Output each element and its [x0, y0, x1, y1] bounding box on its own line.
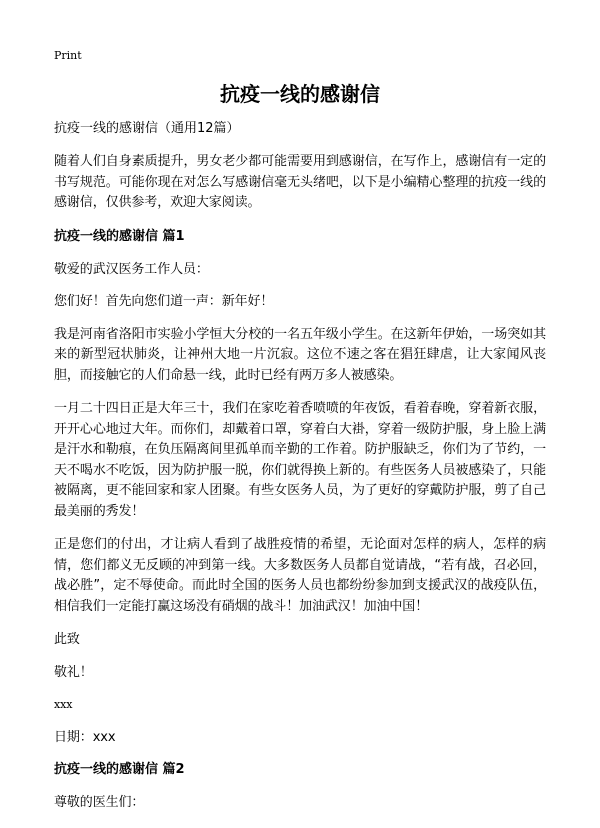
- body-paragraph: 一月二十四日正是大年三十，我们在家吃着香喷喷的年夜饭，看着春晚，穿着新衣服，开开心心地过大年。而你们，却戴着口罩，穿着白大褂，穿着一级防护服，身上脸上满是汗水和勒痕，在负压隔离间里孤单而辛勤的工作着。防护服缺乏，你们为了节约，一天不喝水不吃饭，因为防护服一脱，你们就得换上新的。有些医务人员被感染了，只能被隔离，更不能回家和家人团聚。有些女医务人员，为了更好的穿戴防护服，剪了自己最美丽的秀发！: [54, 401, 546, 519]
- intro-paragraph: 随着人们自身素质提升，男女老少都可能需要用到感谢信，在写作上，感谢信有一定的书写规范。可能你现在对怎么写感谢信毫无头绪吧，以下是小编精心整理的抗疫一线的感谢信，仅供参考，欢迎大家阅读。: [54, 154, 546, 210]
- closing-line-2: 敬礼！: [54, 664, 93, 680]
- print-link[interactable]: Print: [54, 49, 82, 62]
- section-heading-1: 抗疫一线的感谢信 篇1: [54, 228, 185, 244]
- document-subtitle: 抗疫一线的感谢信（通用12篇）: [54, 121, 240, 136]
- salutation: 尊敬的医生们：: [54, 795, 145, 810]
- salutation: 敬爱的武汉医务工作人员：: [54, 261, 209, 277]
- document-body: [54, 119, 546, 826]
- body-paragraph: 正是您们的付出，才让病人看到了战胜疫情的希望，无论面对怎样的病人，怎样的病情，您们都义无反顾的冲到第一线。大多数医务人员都自觉请战，“若有战，召必回，战必胜”，定不辱使命。而此时全国的医务人员也都纷纷参加到支援武汉的战疫队伍，相信我们一定能打赢这场没有硝烟的战斗！加油武汉！加油中国！: [54, 537, 546, 614]
- document-title: 抗疫一线的感谢信: [220, 82, 380, 106]
- date-line: 日期：xxx: [54, 729, 116, 745]
- body-paragraph: 我是河南省洛阳市实验小学恒大分校的一名五年级小学生。在这新年伊始，一场突如其来的新型冠状肺炎，让神州大地一片沉寂。这位不速之客在猖狂肆虐，让大家闻风丧胆，而接触它的人们命悬一线，此时已经有两万多人被感染。: [54, 326, 546, 383]
- closing-line-1: 此致: [54, 632, 80, 647]
- greeting: 您们好！首先向您们道一声：新年好！: [54, 294, 274, 309]
- signature: xxx: [54, 698, 73, 711]
- section-heading-2: 抗疫一线的感谢信 篇2: [54, 762, 185, 777]
